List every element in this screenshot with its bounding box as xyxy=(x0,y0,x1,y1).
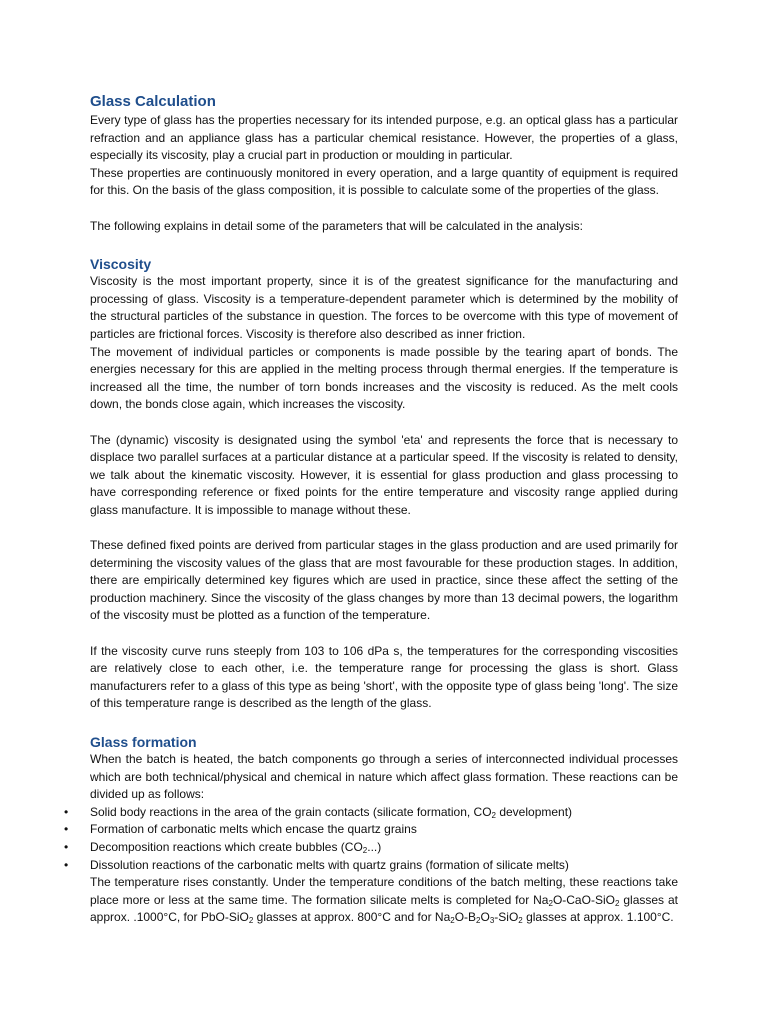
intro-paragraph-2: These properties are continuously monitored in every operation, and a large quantity of equipment is required for this. On the basis of the glass composition, it is possible to calculate some of the properties of the glass. xyxy=(90,165,678,198)
document-title: Glass Calculation xyxy=(90,93,216,110)
viscosity-paragraph-2: The movement of individual particles or components is made possible by the tearing apart of bonds. The energies necessary for this are applied in the melting process through thermal energies. If the temperature is increased all the time, the number of torn bonds increases and the viscosity is reduced. As the melt cools down, the bonds close again, which increases the viscosity. xyxy=(90,344,678,412)
viscosity-paragraph-3: The (dynamic) viscosity is designated using the symbol 'eta' and represents the force that is necessary to displace two parallel surfaces at a particular distance at a particular speed. If the viscosity is related to density, we talk about the kinematic viscosity. However, it is essential for glass production and glass processing to have corresponding reference or fixed points for the entire temperature and viscosity range applied during glass manufacture. It is impossible to manage without these. xyxy=(90,432,678,517)
spacer xyxy=(90,200,678,218)
reaction-list xyxy=(64,804,678,874)
spacer xyxy=(90,625,678,643)
document-page xyxy=(64,92,678,927)
glass-formation-heading: Glass formation xyxy=(90,734,197,750)
spacer xyxy=(90,519,678,537)
spacer xyxy=(90,713,678,733)
viscosity-paragraph-4: These defined fixed points are derived from particular stages in the glass production and are used primarily for determining the viscosity values of the glass that are most favourable for these production stages. In addition, there are empirically determined key figures which are used in practice, since these affect the setting of the production machinery. Since the viscosity of the glass changes by more than 13 decimal powers, the logarithm of the viscosity must be plotted as a function of the temperature. xyxy=(90,538,678,623)
viscosity-paragraph-5: If the viscosity curve runs steeply from 103 to 106 dPa s, the temperatures for the corresponding viscosities are relatively close to each other, i.e. the temperature range for processing the glass is short. Glass manufacturers refer to a glass of this type as being 'short', with the opposite type of glass being 'long'. The size of this temperature range is described as the length of the glass. xyxy=(90,643,678,711)
bullet-icon: • xyxy=(64,822,69,837)
spacer xyxy=(90,235,678,255)
glass-formation-paragraph-1: When the batch is heated, the batch components go through a series of interconnected individual processes which are both technical/physical and chemical in nature which affect glass formation. These reactions can be divided up as follows: xyxy=(90,752,678,802)
viscosity-heading: Viscosity xyxy=(90,256,152,273)
list-item: • Dissolution reactions of the carbonatic melts with quartz grains (formation of silicate melts) xyxy=(90,857,678,875)
list-item: • Decomposition reactions which create bubbles $(CO_2...)$ xyxy=(64,839,382,855)
list-item: • Solid body reactions in the area of the grain contacts (silicate formation, $CO_2$ development) xyxy=(64,804,573,820)
spacer xyxy=(90,414,678,432)
intro-paragraph-1: Every type of glass has the properties necessary for its intended purpose, e.g. an optical glass has a particular refraction and an appliance glass has a particular chemical resistance. However, the properties of a glass, especially its viscosity, play a crucial part in production or moulding in particular. xyxy=(90,113,678,163)
viscosity-paragraph-1: Viscosity is the most important property, since it is of the greatest significance for the manufacturing and processing of glass. Viscosity is a temperature-dependent parameter which is determined by the mobility of the structural particles of the substance in question. The forces to be overcome with this type of movement of particles are frictional forces. Viscosity is therefore also described as inner friction. xyxy=(90,274,678,341)
bullet-icon: • xyxy=(64,804,69,819)
list-item: • Formation of carbonatic melts which encase the quartz grains xyxy=(90,821,678,839)
bullet-icon: • xyxy=(64,839,69,854)
bullet-icon: • xyxy=(64,857,69,872)
glass-formation-paragraph-2: The temperature rises constantly. Under the temperature conditions of the batch melting, these reactions take place more or less at the same time. The formation silicate melts is completed for $Na_2O-CaO-SiO_2$ glasses at approx. .1000°C, for PbO-SiO$_2$ glasses at approx. 800°C and for $Na_2O-B_2O_3-SiO_2$ glasses at approx. 1.100°C. xyxy=(90,875,678,926)
intro-paragraph-3: The following explains in detail some of the parameters that will be calculated in the analysis: xyxy=(90,218,583,233)
